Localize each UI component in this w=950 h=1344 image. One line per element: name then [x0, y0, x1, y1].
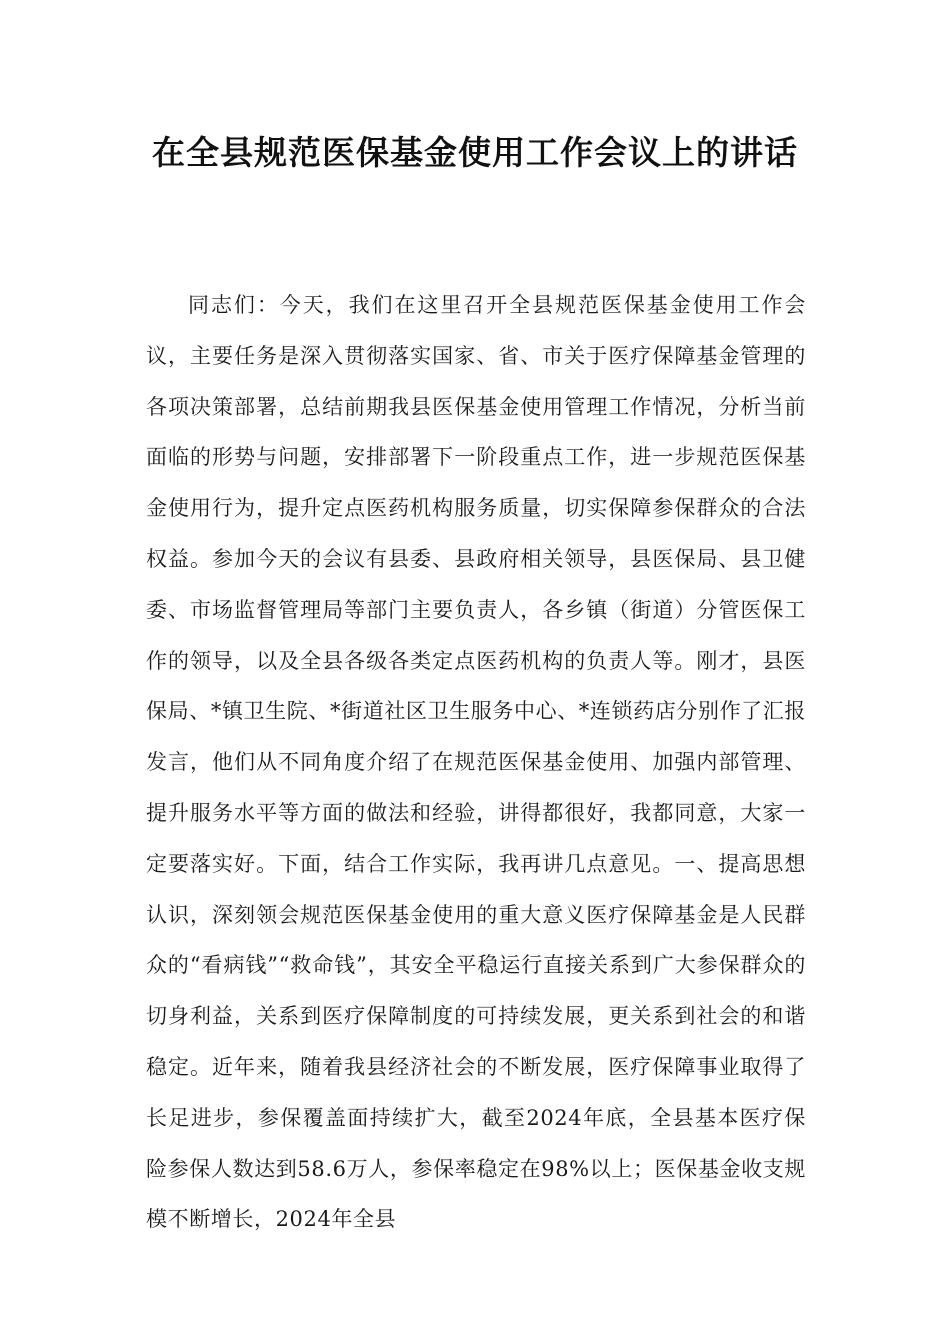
document-title: 在全县规范医保基金使用工作会议上的讲话 [152, 133, 798, 172]
document-body-paragraph: 同志们：今天，我们在这里召开全县规范医保基金使用工作会议，主要任务是深入贯彻落实国家、省、市关于医疗保障基金管理的各项决策部署，总结前期我县医保基金使用管理工作情况，分析当前面临的形势与问题，安排部署下一阶段重点工作，进一步规范医保基金使用行为，提升定点医药机构服务质量，切实保障参保群众的合法权益。参加今天的会议有县委、县政府相关领导，县医保局、县卫健委、市场监督管理局等部门主要负责人，各乡镇（街道）分管医保工作的领导，以及全县各级各类定点医药机构的负责人等。刚才，县医保局、*镇卫生院、*街道社区卫生服务中心、*连锁药店分别作了汇报发言，他们从不同角度介绍了在规范医保基金使用、加强内部管理、提升服务水平等方面的做法和经验，讲得都很好，我都同意，大家一定要落实好。下面，结合工作实际，我再讲几点意见。一、提高思想认识，深刻领会规范医保基金使用的重大意义医疗保障基金是人民群众的“看病钱”“救命钱”，其安全平稳运行直接关系到广大参保群众的切身利益，关系到医疗保障制度的可持续发展，更关系到社会的和谐稳定。近年来，随着我县经济社会的不断发展，医疗保障事业取得了长足进步，参保覆盖面持续扩大，截至2024年底，全县基本医疗保险参保人数达到58.6万人，参保率稳定在98%以上；医保基金收支规模不断增长，2024年全县 [146, 293, 806, 1232]
